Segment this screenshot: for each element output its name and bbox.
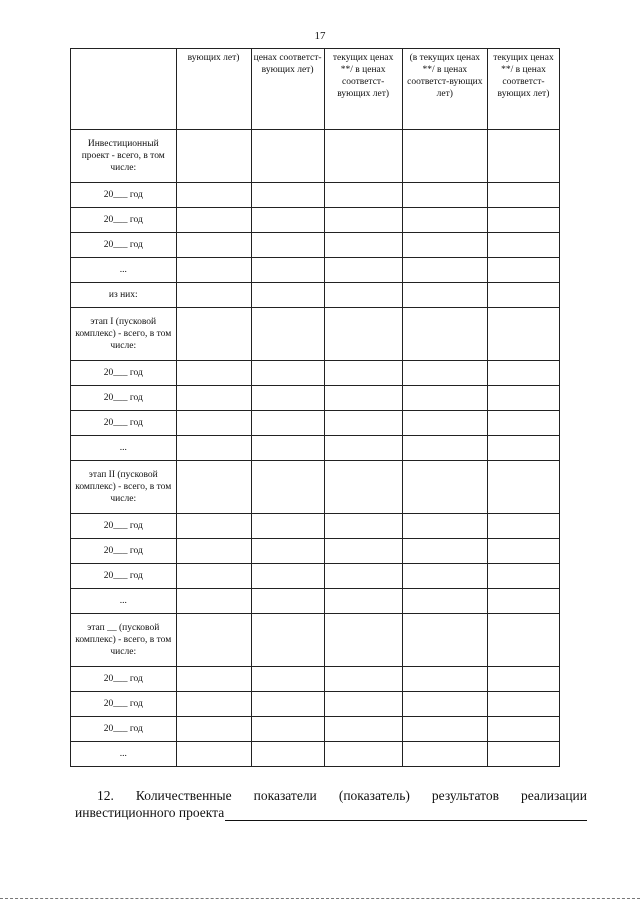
- section-12-paragraph: [75, 787, 587, 821]
- table-row: [71, 208, 560, 233]
- empty-cell: [251, 208, 324, 233]
- empty-cell: [402, 717, 487, 742]
- header-cell: ценах соответст-вующих лет): [251, 49, 324, 130]
- empty-cell: [251, 514, 324, 539]
- empty-cell: [487, 461, 559, 514]
- empty-cell: [324, 461, 402, 514]
- empty-cell: [487, 130, 559, 183]
- table-row: [71, 614, 560, 667]
- row-label: этап I (пусковой комплекс) - всего, в том числе:: [71, 308, 177, 361]
- row-label: 20___ год: [71, 692, 177, 717]
- empty-cell: [324, 411, 402, 436]
- empty-cell: [487, 564, 559, 589]
- empty-cell: [251, 308, 324, 361]
- empty-cell: [402, 692, 487, 717]
- header-cell: вующих лет): [176, 49, 251, 130]
- table-row: [71, 183, 560, 208]
- empty-cell: [324, 692, 402, 717]
- empty-cell: [487, 742, 559, 767]
- table-row: [71, 717, 560, 742]
- empty-cell: [324, 667, 402, 692]
- empty-cell: [176, 436, 251, 461]
- row-label: ...: [71, 258, 177, 283]
- page-bottom-rule: [0, 898, 640, 899]
- empty-cell: [251, 717, 324, 742]
- table-row: [71, 386, 560, 411]
- empty-cell: [402, 514, 487, 539]
- empty-cell: [324, 183, 402, 208]
- empty-cell: [251, 564, 324, 589]
- empty-cell: [251, 539, 324, 564]
- table-row: [71, 564, 560, 589]
- row-label: ...: [71, 589, 177, 614]
- empty-cell: [402, 614, 487, 667]
- empty-cell: [402, 183, 487, 208]
- row-label: 20___ год: [71, 183, 177, 208]
- empty-cell: [176, 283, 251, 308]
- empty-cell: [402, 564, 487, 589]
- empty-cell: [487, 614, 559, 667]
- table-row: [71, 436, 560, 461]
- table-row: [71, 308, 560, 361]
- empty-cell: [251, 361, 324, 386]
- empty-cell: [324, 514, 402, 539]
- empty-cell: [251, 386, 324, 411]
- row-label: 20___ год: [71, 514, 177, 539]
- empty-cell: [402, 539, 487, 564]
- table-row: [71, 233, 560, 258]
- empty-cell: [176, 539, 251, 564]
- empty-cell: [251, 258, 324, 283]
- row-label: 20___ год: [71, 717, 177, 742]
- row-label: 20___ год: [71, 361, 177, 386]
- empty-cell: [402, 436, 487, 461]
- table-row: [71, 461, 560, 514]
- empty-cell: [487, 717, 559, 742]
- table-row: [71, 283, 560, 308]
- empty-cell: [487, 183, 559, 208]
- table-row: [71, 667, 560, 692]
- empty-cell: [176, 692, 251, 717]
- row-label: 20___ год: [71, 564, 177, 589]
- empty-cell: [251, 283, 324, 308]
- empty-cell: [251, 461, 324, 514]
- empty-cell: [324, 233, 402, 258]
- header-cell: текущих ценах **/ в ценах соответст-вующих лет): [487, 49, 559, 130]
- row-label: Инвестиционный проект - всего, в том числе:: [71, 130, 177, 183]
- table-row: [71, 130, 560, 183]
- empty-cell: [324, 436, 402, 461]
- table-row: [71, 539, 560, 564]
- row-label: 20___ год: [71, 233, 177, 258]
- table-row: [71, 411, 560, 436]
- empty-cell: [176, 564, 251, 589]
- empty-cell: [487, 308, 559, 361]
- empty-cell: [176, 386, 251, 411]
- empty-cell: [487, 589, 559, 614]
- page-number: 17: [314, 30, 326, 42]
- empty-cell: [251, 692, 324, 717]
- empty-cell: [324, 717, 402, 742]
- empty-cell: [176, 208, 251, 233]
- empty-cell: [487, 386, 559, 411]
- row-label: 20___ год: [71, 386, 177, 411]
- row-label: 20___ год: [71, 667, 177, 692]
- empty-cell: [176, 258, 251, 283]
- empty-cell: [176, 514, 251, 539]
- empty-cell: [176, 667, 251, 692]
- empty-cell: [402, 258, 487, 283]
- empty-cell: [176, 233, 251, 258]
- row-label: этап II (пусковой комплекс) - всего, в том числе:: [71, 461, 177, 514]
- empty-cell: [402, 742, 487, 767]
- empty-cell: [487, 208, 559, 233]
- row-label: ...: [71, 742, 177, 767]
- empty-cell: [324, 539, 402, 564]
- investment-table: [70, 48, 560, 767]
- empty-cell: [251, 233, 324, 258]
- empty-cell: [487, 361, 559, 386]
- row-label: ...: [71, 436, 177, 461]
- empty-cell: [402, 283, 487, 308]
- empty-cell: [251, 411, 324, 436]
- paragraph-line-2: [75, 804, 587, 821]
- empty-cell: [487, 233, 559, 258]
- row-label: из них:: [71, 283, 177, 308]
- table-row: [71, 742, 560, 767]
- empty-cell: [324, 308, 402, 361]
- empty-cell: [402, 667, 487, 692]
- empty-cell: [402, 461, 487, 514]
- empty-cell: [402, 411, 487, 436]
- empty-cell: [324, 283, 402, 308]
- empty-cell: [402, 589, 487, 614]
- empty-cell: [176, 742, 251, 767]
- table-row: [71, 589, 560, 614]
- empty-cell: [402, 361, 487, 386]
- empty-cell: [176, 589, 251, 614]
- table-row: [71, 258, 560, 283]
- empty-cell: [176, 361, 251, 386]
- empty-cell: [487, 411, 559, 436]
- empty-cell: [402, 386, 487, 411]
- empty-cell: [487, 514, 559, 539]
- table-row: [71, 514, 560, 539]
- empty-cell: [324, 208, 402, 233]
- empty-cell: [251, 130, 324, 183]
- empty-cell: [324, 589, 402, 614]
- empty-cell: [176, 717, 251, 742]
- paragraph-line-2-text: инвестиционного проекта: [75, 805, 225, 820]
- row-label: 20___ год: [71, 208, 177, 233]
- empty-cell: [251, 742, 324, 767]
- empty-cell: [402, 233, 487, 258]
- table-body: [71, 130, 560, 767]
- empty-cell: [251, 667, 324, 692]
- header-cell: текущих ценах **/ в ценах соответст-вующих лет): [324, 49, 402, 130]
- paragraph-line-1: 12. Количественные показатели (показатель) результатов реализации: [97, 788, 587, 803]
- empty-cell: [324, 564, 402, 589]
- empty-cell: [176, 411, 251, 436]
- empty-cell: [251, 436, 324, 461]
- row-label: 20___ год: [71, 411, 177, 436]
- empty-cell: [402, 208, 487, 233]
- fill-in-blank-line[interactable]: [225, 807, 587, 821]
- empty-cell: [176, 130, 251, 183]
- empty-cell: [176, 183, 251, 208]
- empty-cell: [487, 667, 559, 692]
- header-cell: [71, 49, 177, 130]
- header-cell: (в текущих ценах **/ в ценах соответст-вующих лет): [402, 49, 487, 130]
- empty-cell: [324, 742, 402, 767]
- empty-cell: [251, 589, 324, 614]
- empty-cell: [176, 461, 251, 514]
- empty-cell: [176, 308, 251, 361]
- empty-cell: [176, 614, 251, 667]
- empty-cell: [487, 436, 559, 461]
- empty-cell: [487, 258, 559, 283]
- table-row: [71, 361, 560, 386]
- empty-cell: [402, 130, 487, 183]
- empty-cell: [324, 614, 402, 667]
- empty-cell: [324, 130, 402, 183]
- empty-cell: [251, 183, 324, 208]
- table-row: [71, 692, 560, 717]
- empty-cell: [251, 614, 324, 667]
- empty-cell: [402, 308, 487, 361]
- empty-cell: [487, 283, 559, 308]
- table-header-row: [71, 49, 560, 130]
- row-label: этап __ (пусковой комплекс) - всего, в том числе:: [71, 614, 177, 667]
- row-label: 20___ год: [71, 539, 177, 564]
- empty-cell: [487, 692, 559, 717]
- empty-cell: [324, 258, 402, 283]
- empty-cell: [324, 386, 402, 411]
- empty-cell: [324, 361, 402, 386]
- empty-cell: [487, 539, 559, 564]
